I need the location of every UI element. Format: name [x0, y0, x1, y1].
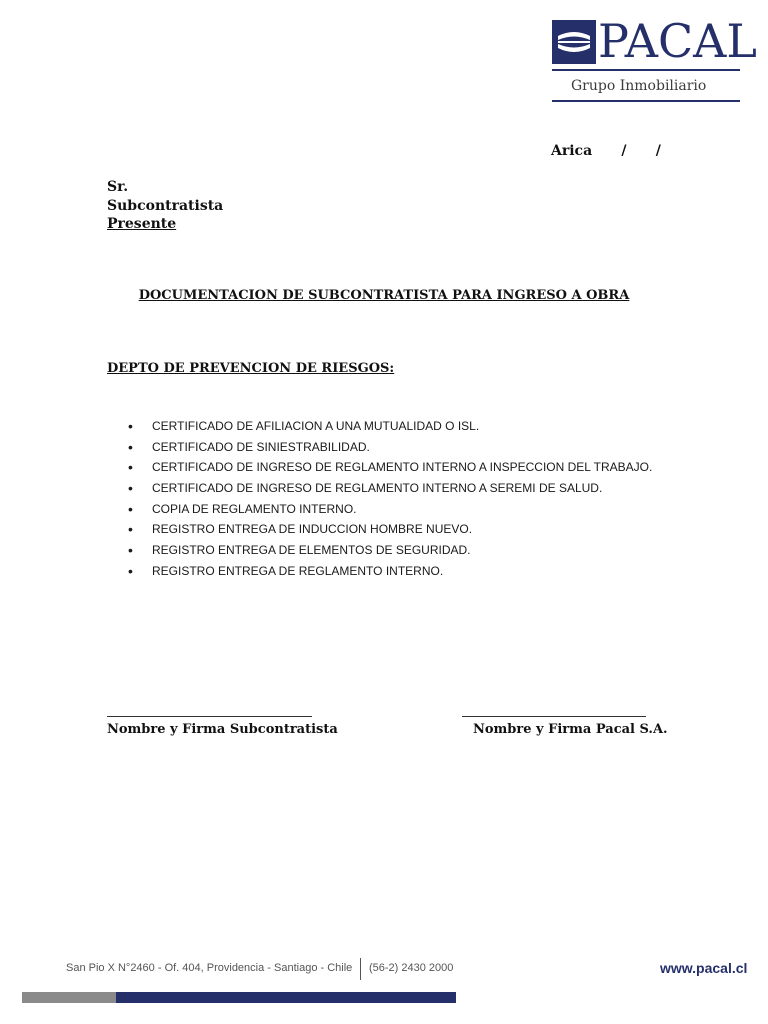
list-item: • CERTIFICADO DE SINIESTRABILIDAD. [128, 437, 652, 458]
logo-wordmark: PACAL [598, 14, 757, 68]
logo-rule [552, 100, 740, 102]
salutation-recipient: Subcontratista [107, 198, 224, 214]
signature-line-pacal [462, 716, 646, 717]
signature-line-subcontratista [107, 716, 312, 717]
list-item: • CERTIFICADO DE INGRESO DE REGLAMENTO INTERNO A INSPECCION DEL TRABAJO. [128, 457, 652, 478]
footer-bar-grey [22, 992, 116, 1003]
date-line: Arica / / [551, 143, 661, 159]
footer-phone: (56-2) 2430 2000 [369, 962, 454, 974]
signature-label-subcontratista: Nombre y Firma Subcontratista [107, 722, 338, 737]
logo-rule [552, 69, 740, 71]
footer-website-link[interactable]: www.pacal.cl [660, 960, 748, 976]
salutation-title: Sr. [107, 179, 129, 195]
logo-subtitle: Grupo Inmobiliario [571, 78, 707, 94]
list-item: • COPIA DE REGLAMENTO INTERNO. [128, 499, 652, 520]
section-heading: DEPTO DE PREVENCION DE RIESGOS: [107, 361, 395, 376]
list-item: • REGISTRO ENTREGA DE ELEMENTOS DE SEGURIDAD. [128, 540, 652, 561]
company-logo [552, 14, 757, 108]
list-item: • REGISTRO ENTREGA DE REGLAMENTO INTERNO. [128, 561, 652, 582]
signature-label-pacal: Nombre y Firma Pacal S.A. [473, 722, 668, 737]
logo-emblem-icon [552, 20, 596, 64]
footer-bar-navy [116, 992, 456, 1003]
footer-separator [360, 958, 361, 980]
list-item: • CERTIFICADO DE AFILIACION A UNA MUTUALIDAD O ISL. [128, 416, 652, 437]
list-item: • REGISTRO ENTREGA DE INDUCCION HOMBRE NUEVO. [128, 519, 652, 540]
list-item: • CERTIFICADO DE INGRESO DE REGLAMENTO INTERNO A SEREMI DE SALUD. [128, 478, 652, 499]
footer-address: San Pio X N°2460 - Of. 404, Providencia - Santiago - Chile [66, 962, 353, 974]
document-title: DOCUMENTACION DE SUBCONTRATISTA PARA INGRESO A OBRA [138, 288, 630, 303]
salutation-presente: Presente [107, 216, 177, 232]
requirements-list [128, 416, 652, 582]
